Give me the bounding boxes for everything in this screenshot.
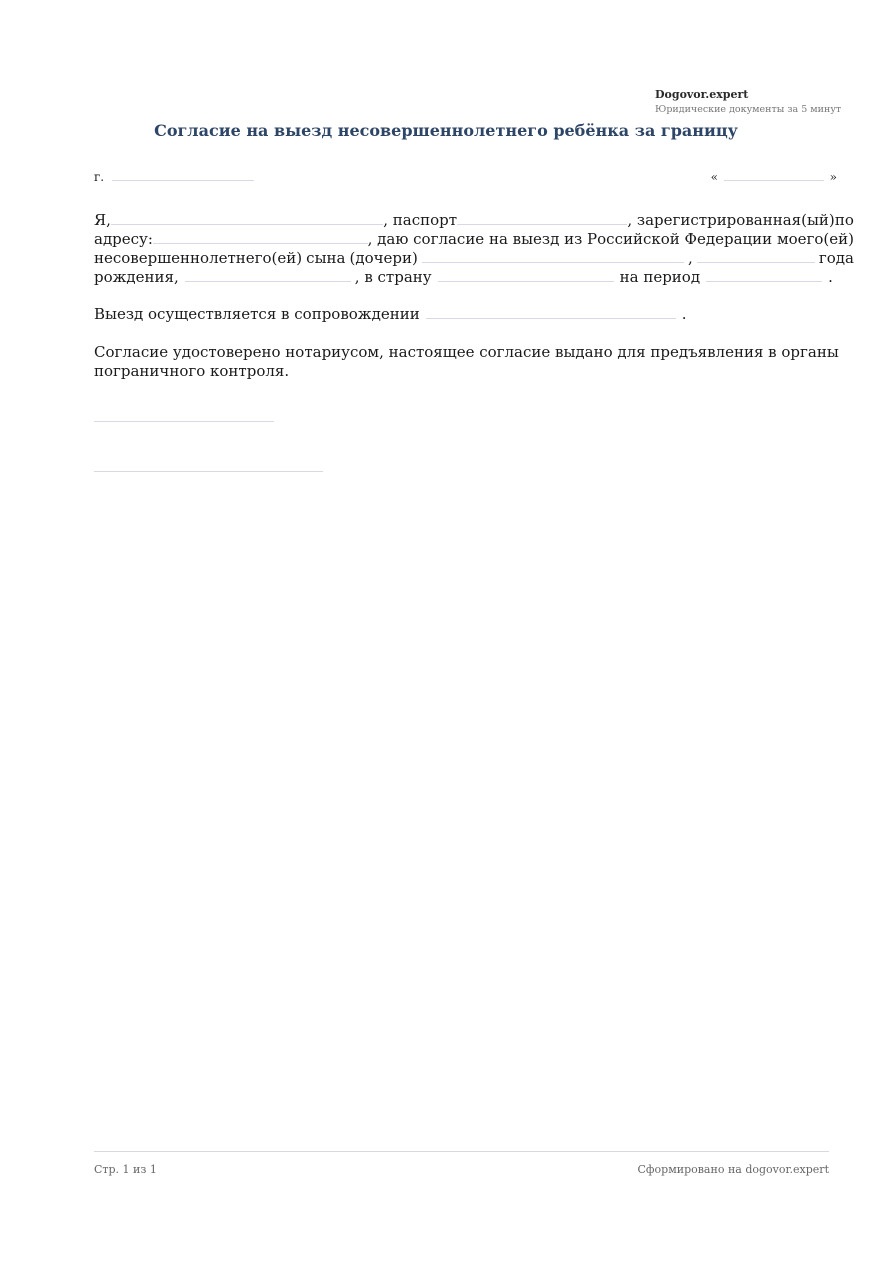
text-fragment: года (818, 249, 854, 267)
page-indicator: Стр. 1 из 1 (94, 1163, 157, 1176)
consent-line-3 (94, 249, 854, 268)
city-blank (112, 167, 254, 181)
escort-text: Выезд осуществляется в сопровождении (94, 305, 420, 323)
name-line (94, 470, 323, 472)
consent-line-1 (94, 211, 854, 230)
text-fragment: на период (619, 268, 701, 286)
text-fragment: , в страну (354, 268, 432, 286)
consent-line-2 (94, 230, 854, 249)
brand-tagline: Юридические документы за 5 минут (655, 104, 842, 115)
escort-paragraph (94, 305, 854, 324)
text-fragment: сына (306, 249, 346, 267)
text-fragment: , зарегистрированная(ый) (627, 211, 835, 229)
birth-year-blank (185, 268, 351, 282)
country-blank (438, 268, 614, 282)
text-fragment: адресу: (94, 230, 153, 248)
full-name-blank (111, 211, 383, 225)
document-title: Согласие на выезд несовершеннолетнего ребёнка за границу (154, 121, 738, 140)
escort-end: . (681, 305, 687, 323)
date-line (711, 167, 837, 184)
consent-line-4 (94, 268, 854, 287)
notary-text-line-2: пограничного контроля. (94, 362, 290, 380)
text-fragment: рождения, (94, 268, 179, 286)
passport-blank (457, 211, 627, 225)
birth-date-blank (697, 249, 815, 263)
text-fragment: , даю согласие на выезд из Российской Федерации моего(ей) (367, 230, 854, 248)
text-fragment: . (828, 268, 833, 286)
date-blank (724, 167, 824, 181)
brand-block (655, 88, 841, 115)
generated-by: Сформировано на dogovor.expert (637, 1163, 829, 1176)
city-prefix: г. (94, 170, 105, 184)
address-blank (153, 230, 368, 244)
consent-paragraph (94, 211, 854, 287)
notary-paragraph (94, 343, 854, 381)
child-name-blank (422, 249, 684, 263)
text-fragment: Я, (94, 211, 111, 229)
escort-blank (426, 305, 676, 319)
text-fragment: , паспорт (383, 211, 458, 229)
date-close-quote: » (829, 170, 837, 184)
notary-text-line-1: Согласие удостоверено нотариусом, настоящее согласие выдано для предъявления в органы (94, 343, 839, 361)
period-blank (706, 268, 822, 282)
text-fragment: (дочери) (349, 249, 418, 267)
text-fragment: несовершеннолетнего(ей) (94, 249, 303, 267)
date-open-quote: « (710, 170, 718, 184)
city-line (94, 167, 254, 184)
text-fragment: по (834, 211, 854, 229)
text-fragment: , (687, 249, 693, 267)
brand-name: Dogovor.expert (655, 88, 749, 101)
signature-line (94, 420, 274, 422)
footer-divider (94, 1151, 829, 1152)
